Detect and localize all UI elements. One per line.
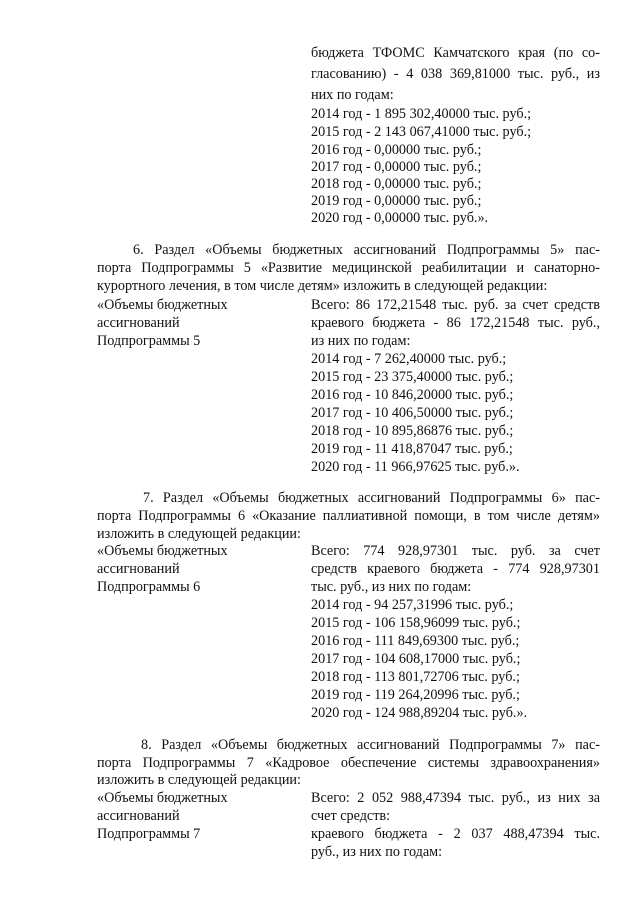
text-line: гласованию) - 4 038 369,81000 тыс. руб., из xyxy=(311,66,600,82)
section-8-left-label: «Объемы бюджетных xyxy=(97,790,228,806)
text-line: 2019 год - 0,00000 тыс. руб.; xyxy=(311,193,482,209)
section-6-heading-line: 6. Раздел «Объемы бюджетных ассигнований Подпрограммы 5» пас- xyxy=(133,242,600,258)
section-8-right-line: краевого бюджета - 2 037 488,47394 тыс. xyxy=(311,826,600,842)
section-7-right-line: 2014 год - 94 257,31996 тыс. руб.; xyxy=(311,597,514,613)
section-6-right-line: 2019 год - 11 418,87047 тыс. руб.; xyxy=(311,441,513,457)
section-8-heading-line: изложить в следующей редакции: xyxy=(97,772,301,788)
section-6-right-line: краевого бюджета - 86 172,21548 тыс. руб., xyxy=(311,315,600,331)
section-7-left-label: ассигнований xyxy=(97,561,180,577)
section-6-right-line: 2015 год - 23 375,40000 тыс. руб.; xyxy=(311,369,514,385)
section-6-left-label: «Объемы бюджетных xyxy=(97,297,228,313)
section-7-heading-line: 7. Раздел «Объемы бюджетных ассигнований Подпрограммы 6» пас- xyxy=(143,490,600,506)
section-6-right-line: Всего: 86 172,21548 тыс. руб. за счет средств xyxy=(311,297,600,313)
section-8-right-line: руб., из них по годам: xyxy=(311,844,443,860)
section-8-left-label: Подпрограммы 7 xyxy=(97,826,201,842)
section-6-right-line: 2017 год - 10 406,50000 тыс. руб.; xyxy=(311,405,514,421)
section-7-right-line: 2016 год - 111 849,69300 тыс. руб.; xyxy=(311,633,520,649)
section-6-heading-line: курортного лечения, в том числе детям» изложить в следующей редакции: xyxy=(97,278,548,294)
section-6-right-line: 2016 год - 10 846,20000 тыс. руб.; xyxy=(311,387,514,403)
section-6-heading-line: порта Подпрограммы 5 «Развитие медицинской реабилитации и санаторно- xyxy=(97,260,600,276)
text-line: бюджета ТФОМС Камчатского края (по со- xyxy=(311,45,600,61)
section-7-right-line: 2015 год - 106 158,96099 тыс. руб.; xyxy=(311,615,521,631)
section-6-left-label: ассигнований xyxy=(97,315,180,331)
section-6-right-line: 2014 год - 7 262,40000 тыс. руб.; xyxy=(311,351,507,367)
section-7-right-line: Всего: 774 928,97301 тыс. руб. за счет xyxy=(311,543,600,559)
section-7-right-line: 2019 год - 119 264,20996 тыс. руб.; xyxy=(311,687,520,703)
section-7-heading-line: порта Подпрограммы 6 «Оказание паллиативной помощи, в том числе детям» xyxy=(97,508,600,524)
section-6-left-label: Подпрограммы 5 xyxy=(97,333,201,349)
section-8-heading-line: 8. Раздел «Объемы бюджетных ассигнований Подпрограммы 7» пас- xyxy=(141,737,600,753)
text-line: 2017 год - 0,00000 тыс. руб.; xyxy=(311,159,482,175)
text-line: 2018 год - 0,00000 тыс. руб.; xyxy=(311,176,482,192)
text-line: 2015 год - 2 143 067,41000 тыс. руб.; xyxy=(311,124,532,140)
section-7-right-line: 2018 год - 113 801,72706 тыс. руб.; xyxy=(311,669,520,685)
section-8-right-line: счет средств: xyxy=(311,808,391,824)
section-6-right-line: 2020 год - 11 966,97625 тыс. руб.». xyxy=(311,459,520,475)
section-7-left-label: «Объемы бюджетных xyxy=(97,543,228,559)
section-7-right-line: 2017 год - 104 608,17000 тыс. руб.; xyxy=(311,651,521,667)
section-7-right-line: тыс. руб., из них по годам: xyxy=(311,579,472,595)
section-8-heading-line: порта Подпрограммы 7 «Кадровое обеспечение системы здравоохранения» xyxy=(97,755,600,771)
text-line: 2020 год - 0,00000 тыс. руб.». xyxy=(311,210,489,226)
section-7-heading-line: изложить в следующей редакции: xyxy=(97,526,301,542)
section-7-left-label: Подпрограммы 6 xyxy=(97,579,201,595)
section-6-right-line: 2018 год - 10 895,86876 тыс. руб.; xyxy=(311,423,514,439)
section-7-right-line: средств краевого бюджета - 774 928,97301 xyxy=(311,561,600,577)
text-line: 2014 год - 1 895 302,40000 тыс. руб.; xyxy=(311,106,532,122)
text-line: них по годам: xyxy=(311,87,394,103)
section-8-left-label: ассигнований xyxy=(97,808,180,824)
section-6-right-line: из них по годам: xyxy=(311,333,411,349)
section-8-right-line: Всего: 2 052 988,47394 тыс. руб., из них за xyxy=(311,790,600,806)
section-7-right-line: 2020 год - 124 988,89204 тыс. руб.». xyxy=(311,705,528,721)
text-line: 2016 год - 0,00000 тыс. руб.; xyxy=(311,142,482,158)
